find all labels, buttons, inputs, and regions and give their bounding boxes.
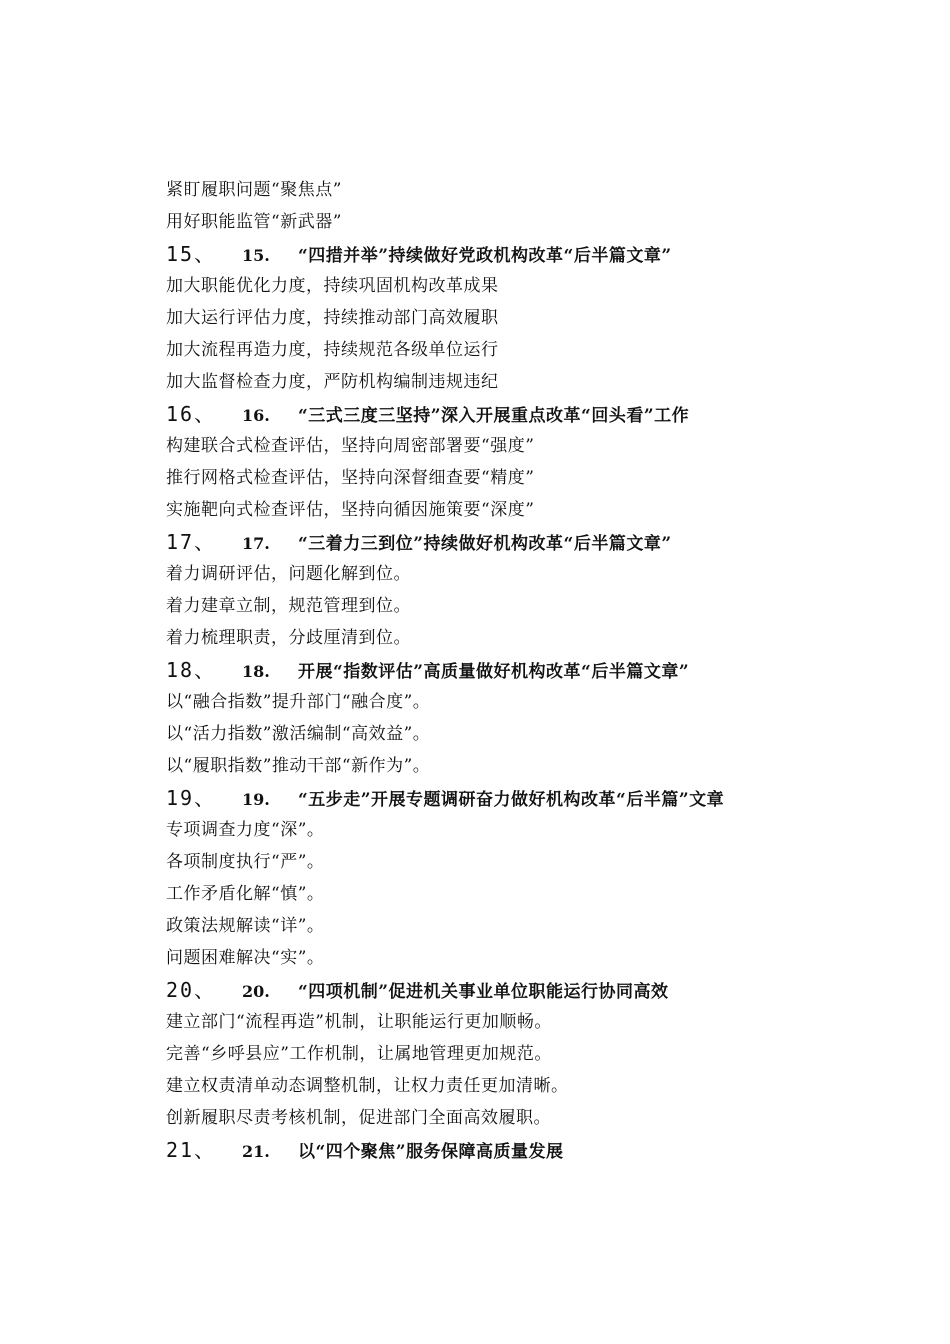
body-line: 紧盯履职问题“聚焦点” [166,180,342,200]
body-line: 问题困难解决“实”。 [166,948,325,968]
section-inner-number: 19. [242,790,270,809]
section-heading [166,974,866,1006]
section-title: “三式三度三坚持”深入开展重点改革“回头看”工作 [298,406,690,426]
section-inner-number: 21. [242,1142,270,1161]
section-inner-number: 20. [242,982,270,1001]
section-heading [166,1134,866,1166]
section-inner-number: 15. [242,246,270,265]
section-number: 17、 [166,530,217,554]
body-line: 各项制度执行“严”。 [166,852,325,872]
section-number: 18、 [166,658,217,682]
section-heading [166,398,866,430]
section-title: “四措并举”持续做好党政机构改革“后半篇文章” [298,246,672,266]
section-title: 开展“指数评估”高质量做好机构改革“后半篇文章” [298,662,690,682]
body-line: 建立部门“流程再造”机制，让职能运行更加顺畅。 [166,1012,552,1032]
body-line: 创新履职尽责考核机制，促进部门全面高效履职。 [166,1108,551,1128]
section-title: “五步走”开展专题调研奋力做好机构改革“后半篇”文章 [298,790,725,810]
body-line: 加大监督检查力度，严防机构编制违规违纪 [166,372,499,392]
body-line: 着力梳理职责，分歧厘清到位。 [166,628,411,648]
body-line: 着力调研评估，问题化解到位。 [166,564,411,584]
document-content [166,174,866,1166]
section-number: 21、 [166,1138,217,1162]
body-line: 用好职能监管“新武器” [166,212,342,232]
body-line: 专项调查力度“深”。 [166,820,325,840]
section-inner-number: 18. [242,662,270,681]
body-line: 着力建章立制，规范管理到位。 [166,596,411,616]
body-line: 工作矛盾化解“慎”。 [166,884,325,904]
section-heading [166,782,866,814]
section-number: 20、 [166,978,217,1002]
body-line: 建立权责清单动态调整机制，让权力责任更加清晰。 [166,1076,569,1096]
section-number: 16、 [166,402,217,426]
body-line: 以“融合指数”提升部门“融合度”。 [166,692,431,712]
section-inner-number: 16. [242,406,270,425]
body-line: 加大职能优化力度，持续巩固机构改革成果 [166,276,499,296]
section-title: “三着力三到位”持续做好机构改革“后半篇文章” [298,534,672,554]
body-line: 推行网格式检查评估，坚持向深督细查要“精度” [166,468,535,488]
section-inner-number: 17. [242,534,270,553]
body-line: 完善“乡呼县应”工作机制，让属地管理更加规范。 [166,1044,552,1064]
body-line: 以“履职指数”推动干部“新作为”。 [166,756,431,776]
section-heading [166,238,866,270]
section-heading [166,654,866,686]
body-line: 加大流程再造力度，持续规范各级单位运行 [166,340,499,360]
section-heading [166,526,866,558]
section-title: “四项机制”促进机关事业单位职能运行协同高效 [298,982,669,1002]
body-line: 以“活力指数”激活编制“高效益”。 [166,724,431,744]
body-line: 加大运行评估力度，持续推动部门高效履职 [166,308,499,328]
section-title: 以“四个聚焦”服务保障高质量发展 [298,1142,564,1162]
section-number: 15、 [166,242,217,266]
body-line: 实施靶向式检查评估，坚持向循因施策要“深度” [166,500,535,520]
body-line: 政策法规解读“详”。 [166,916,325,936]
body-line: 构建联合式检查评估，坚持向周密部署要“强度” [166,436,535,456]
section-number: 19、 [166,786,217,810]
